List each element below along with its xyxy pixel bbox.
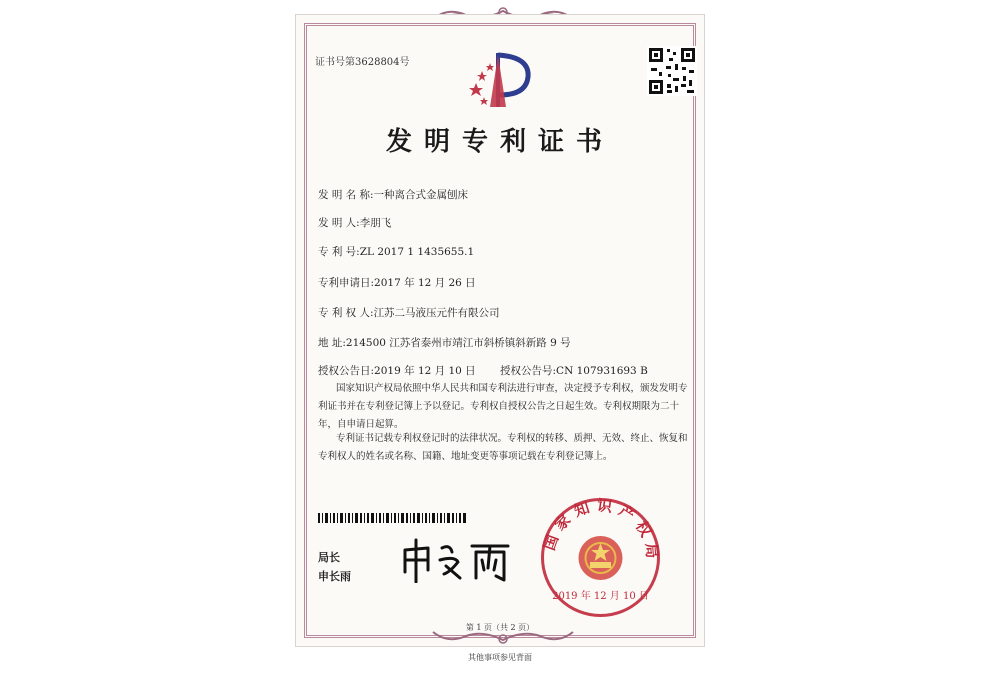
grant-date-label: 授权公告日: [318,365,375,377]
field-value: 一种离合式金属刨床 [373,189,469,201]
field-label: 专 利 权 人: [318,307,374,319]
field-value: 214500 江苏省泰州市靖江市斜桥镇斜新路 9 号 [345,337,571,349]
paragraph-1: 国家知识产权局依照中华人民共和国专利法进行审查，决定授予专利权，颁发发明专利证书并在专利登记簿上予以登记。专利权自授权公告之日起生效。专利权期限为二十年，自申请日起算。 [318,383,688,430]
field-label: 专利申请日: [318,277,375,289]
field-label: 专 利 号: [318,246,360,258]
director-signature [400,538,515,583]
grant-number-label: 授权公告号: [500,365,557,377]
field-patentee [318,305,500,320]
field-label: 地 址: [318,337,346,349]
seal-date: 2019 年 12 月 10 日 [552,591,649,602]
seal-text: 国家知识产权局 [540,496,662,565]
field-inventor [318,215,391,230]
grant-number-value: CN 107931693 B [556,365,648,377]
field-value: 江苏二马液压元件有限公司 [373,307,500,319]
field-address [318,335,571,350]
field-grant-date [318,363,476,378]
field-value: 李朋飞 [359,217,392,229]
qr-code-icon [647,46,697,96]
field-application-date [318,275,476,290]
barcode-icon [318,513,466,523]
field-grant-number [500,363,648,378]
page-number: 第 1 页（共 2 页） [465,623,535,632]
field-label: 发 明 人: [318,217,360,229]
patent-logo-icon [468,45,538,115]
certificate-title: 发明专利证书 [385,127,614,157]
field-label: 发 明 名 称: [318,189,374,201]
grant-date-value: 2019 年 12 月 10 日 [374,365,476,377]
field-invention-name [318,187,468,202]
field-value: ZL 2017 1 1435655.1 [359,246,475,258]
paragraph-2: 专利证书记载专利权登记时的法律状况。专利权的转移、质押、无效、终止、恢复和专利权人的姓名或名称、国籍、地址变更等事项记载在专利登记簿上。 [318,433,688,462]
director-name: 申长雨 [318,570,351,583]
footnote: 其他事项参见背面 [468,653,532,662]
certificate-number: 证书号第3628804号 [315,57,410,68]
field-patent-number [318,244,474,259]
field-value: 2017 年 12 月 26 日 [374,277,476,289]
director-title: 局长 [318,551,340,564]
